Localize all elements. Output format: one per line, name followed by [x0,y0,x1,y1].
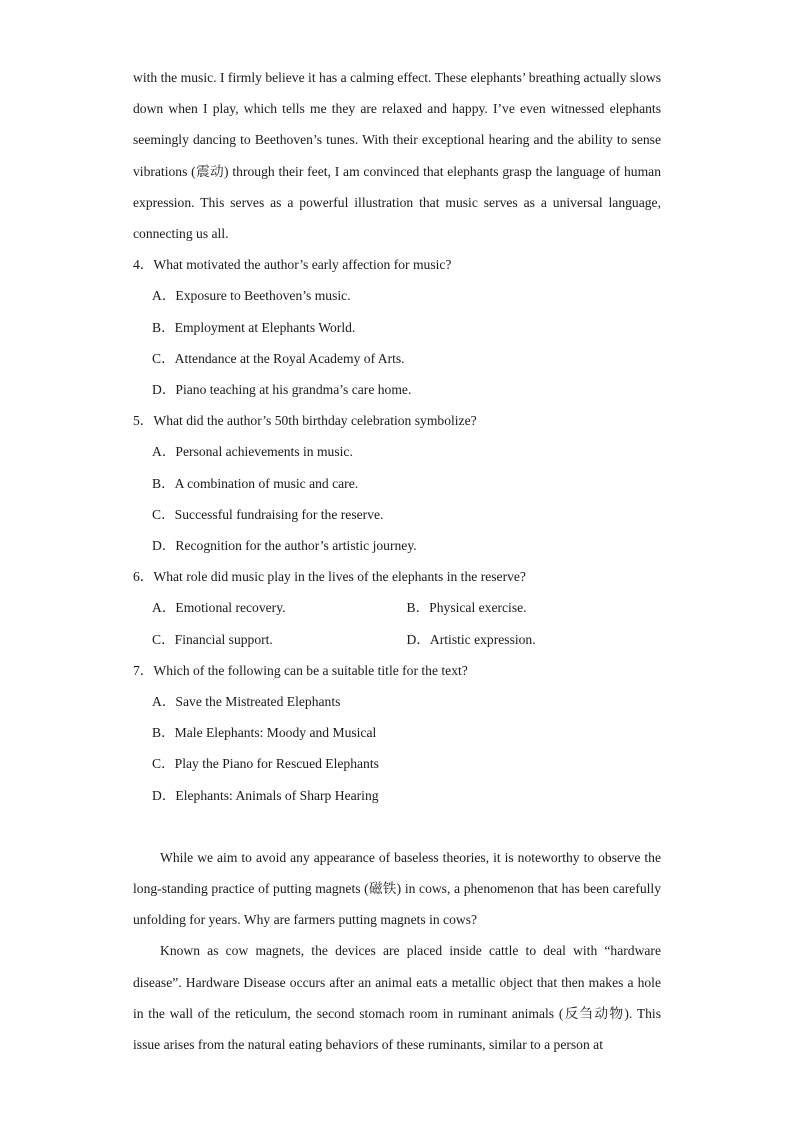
question-text: What did the author’s 50th birthday celebration symbolize? [153,413,477,429]
option-label: D． [152,787,176,803]
question-number: 6． [133,569,154,585]
question-6-option-b[interactable] [407,592,662,623]
question-4-option-b[interactable] [133,312,661,343]
question-6-option-c[interactable] [152,624,407,655]
section-gap [133,811,661,842]
option-text: Attendance at the Royal Academy of Arts. [174,350,405,366]
option-label: D． [152,538,176,554]
option-label: A． [152,694,176,710]
option-label: B． [152,725,175,741]
question-4-option-c[interactable] [133,343,661,374]
option-label: A． [152,600,176,616]
question-4-option-d[interactable] [133,374,661,405]
option-text: Male Elephants: Moody and Musical [174,725,377,741]
question-4 [133,249,661,405]
option-label: A． [152,288,176,304]
option-label: D． [152,382,176,398]
option-text: Physical exercise. [429,600,527,616]
question-7 [133,655,661,811]
question-number: 4． [133,257,154,273]
question-text: What motivated the author’s early affection for music? [153,257,452,273]
question-7-option-b[interactable] [133,717,661,748]
passage-2-paragraph-2: Known as cow magnets, the devices are placed inside cattle to deal with “hardware disease”. Hardware Disease occurs after an animal eats a metallic object that then makes a hole in the wall of the reticulum, the second stomach room in ruminant animals (反刍动物). This issue arises from the natural eating behaviors of these ruminants, similar to a person at [133,943,661,1053]
document-page [133,62,661,1060]
option-text: Emotional recovery. [175,600,286,616]
option-text: Financial support. [174,631,273,647]
question-7-option-c[interactable] [133,748,661,779]
option-text: Successful fundraising for the reserve. [174,506,384,522]
passage-1-continuation: with the music. I firmly believe it has a calming effect. These elephants’ breathing actually slows down when I play, which tells me they are relaxed and happy. I’ve even witnessed elephants seemingly dancing to Beethoven’s tunes. With their exceptional hearing and the ability to sense vibrations (震动) through their feet, I am convinced that elephants grasp the language of human expression. This serves as a powerful illustration that music serves as a universal language, connecting us all. [133,70,661,242]
option-text: Employment at Elephants World. [174,319,356,335]
question-4-stem [133,249,661,280]
question-4-option-a[interactable] [133,280,661,311]
option-label: B． [152,319,175,335]
option-label: D． [406,631,430,647]
option-label: B． [406,600,430,616]
question-5-option-a[interactable] [133,436,661,467]
option-text: Piano teaching at his grandma’s care home. [175,382,412,398]
question-5-option-b[interactable] [133,468,661,499]
option-label: C． [152,631,175,647]
question-6-stem [133,561,661,592]
question-6-option-a[interactable] [152,592,407,623]
question-7-option-d[interactable] [133,780,661,811]
question-7-stem [133,655,661,686]
option-text: Artistic expression. [429,631,536,647]
passage-2-paragraph-1: While we aim to avoid any appearance of baseless theories, it is noteworthy to observe the long-standing practice of putting magnets (磁铁) in cows, a phenomenon that has been carefully unfolding for years. Why are farmers putting magnets in cows? [133,849,661,928]
question-text: Which of the following can be a suitable title for the text? [153,662,468,678]
option-label: C． [152,350,175,366]
option-text: Save the Mistreated Elephants [175,694,341,710]
option-label: C． [152,506,175,522]
option-text: Elephants: Animals of Sharp Hearing [175,787,379,803]
option-text: Personal achievements in music. [175,444,353,460]
option-label: A． [152,444,176,460]
option-text: Play the Piano for Rescued Elephants [174,756,379,772]
option-text: Recognition for the author’s artistic journey. [175,538,417,554]
question-6-options-row-2 [133,624,661,655]
question-5-stem [133,405,661,436]
question-text: What role did music play in the lives of the elephants in the reserve? [153,569,526,585]
option-text: Exposure to Beethoven’s music. [175,288,351,304]
question-7-option-a[interactable] [133,686,661,717]
question-5-option-d[interactable] [133,530,661,561]
question-5-option-c[interactable] [133,499,661,530]
question-5 [133,405,661,561]
question-number: 7． [133,662,154,678]
question-6-option-d[interactable] [407,624,662,655]
question-6-options-row-1 [133,592,661,623]
question-number: 5． [133,413,154,429]
question-6 [133,561,661,655]
option-label: B． [152,475,175,491]
option-text: A combination of music and care. [174,475,359,491]
option-label: C． [152,756,175,772]
